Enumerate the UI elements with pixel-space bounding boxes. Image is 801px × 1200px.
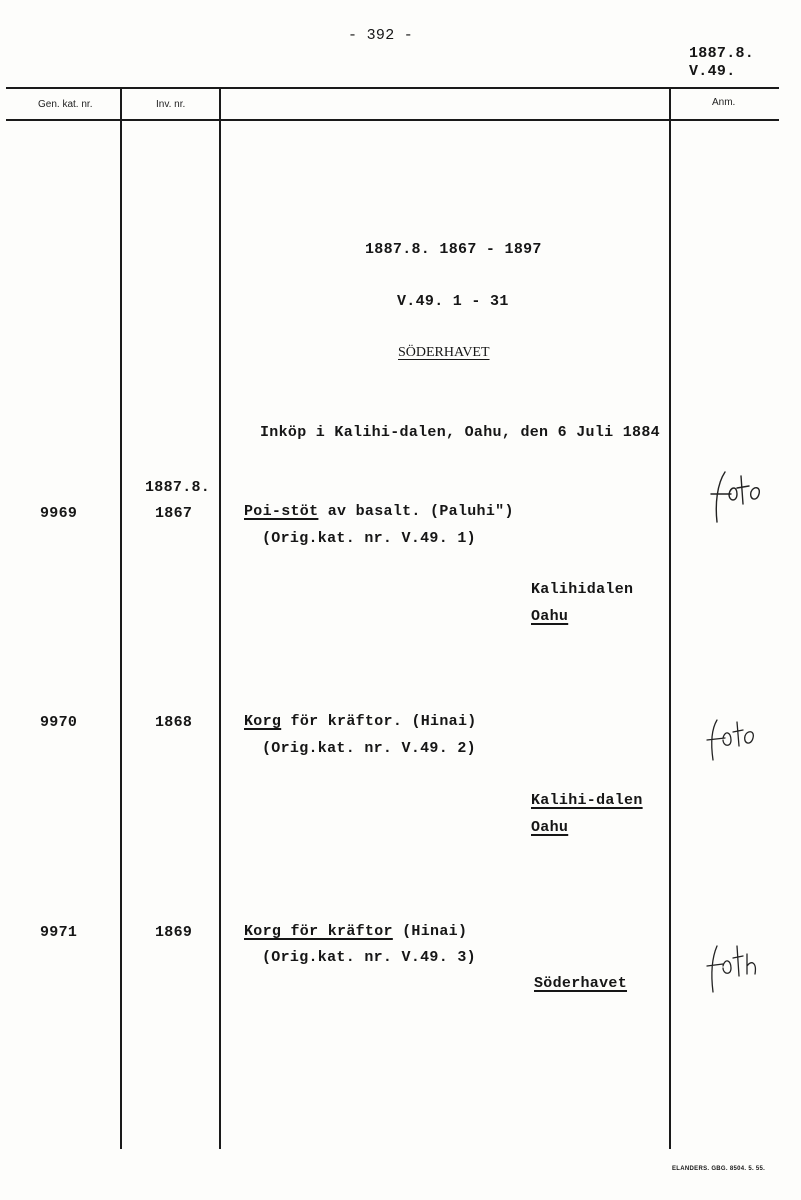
object-detail: av basalt. (Paluhi") — [318, 503, 514, 520]
island: Oahu — [531, 819, 569, 836]
column-header-gen-kat: Gen. kat. nr. — [38, 99, 93, 110]
object-description — [244, 923, 467, 940]
island: Oahu — [531, 608, 569, 625]
accession-prefix: 1887.8. — [145, 479, 211, 496]
column-header-inv: Inv. nr. — [156, 99, 186, 110]
object-name: Korg — [244, 713, 282, 730]
inv-number: 1867 — [155, 505, 193, 522]
locality: Kalihidalen — [531, 581, 634, 598]
column-divider-gen-inv — [120, 89, 122, 1149]
handwritten-foto-note — [703, 940, 763, 996]
inv-number: 1869 — [155, 924, 193, 941]
locality: Kalihi-dalen — [531, 792, 643, 809]
column-header-anm: Anm. — [712, 97, 736, 108]
gen-kat-number: 9970 — [40, 714, 78, 731]
object-detail: för kräftor. (Hinai) — [281, 713, 477, 730]
inv-number: 1868 — [155, 714, 193, 731]
corner-v-ref: V.49. — [689, 63, 736, 80]
handwritten-foto-note — [703, 714, 763, 764]
orig-kat-ref: (Orig.kat. nr. V.49. 2) — [262, 740, 476, 757]
v-number-range: V.49. 1 - 31 — [397, 293, 509, 310]
corner-accession-ref: 1887.8. — [689, 45, 755, 62]
orig-kat-ref: (Orig.kat. nr. V.49. 1) — [262, 530, 476, 547]
column-divider-text-anm — [669, 89, 671, 1149]
object-name: Poi-stöt — [244, 503, 319, 520]
orig-kat-ref: (Orig.kat. nr. V.49. 3) — [262, 949, 476, 966]
region-heading: SÖDERHAVET — [398, 345, 490, 360]
purchase-note: Inköp i Kalihi-dalen, Oahu, den 6 Juli 1884 — [260, 424, 660, 441]
locality: Söderhavet — [534, 975, 628, 992]
column-divider-inv-text — [219, 89, 221, 1149]
object-description — [244, 503, 514, 520]
object-name: Korg för kräftor — [244, 923, 393, 940]
object-detail: (Hinai) — [392, 923, 468, 940]
accession-range: 1887.8. 1867 - 1897 — [365, 241, 542, 258]
printer-imprint: ELANDERS. GBG. 8504. 5. 55. — [672, 1166, 766, 1172]
gen-kat-number: 9969 — [40, 505, 78, 522]
handwritten-foto-note — [705, 464, 775, 526]
gen-kat-number: 9971 — [40, 924, 78, 941]
object-description — [244, 713, 477, 730]
page-number: - 392 - — [348, 27, 414, 44]
